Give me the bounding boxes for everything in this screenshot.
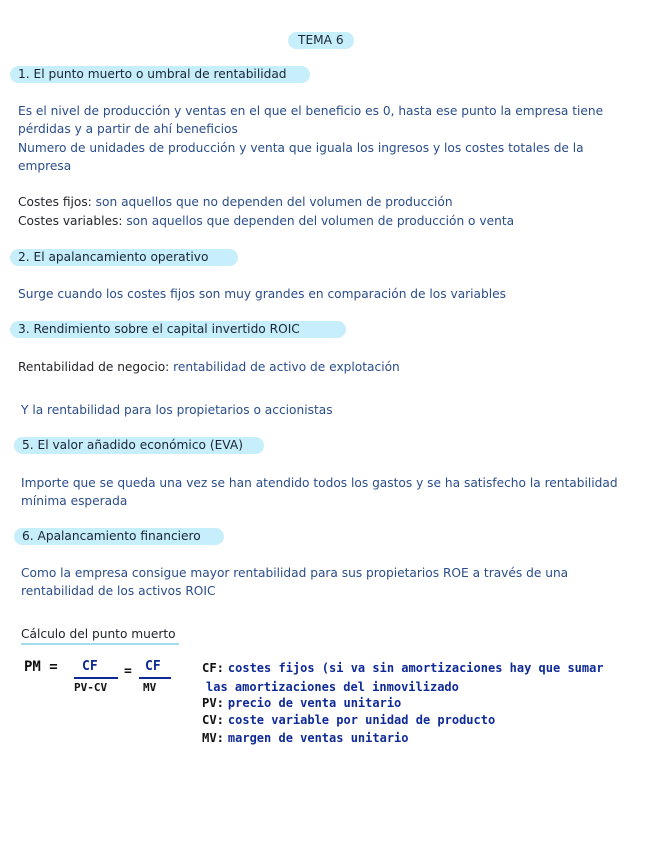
section-6-heading	[14, 528, 224, 545]
section-2-heading	[10, 249, 238, 266]
s5-line-2: mínima esperada	[21, 494, 128, 508]
s6-line-2: rentabilidad de los activos ROIC	[21, 584, 216, 598]
formula-den-2: MV	[143, 681, 157, 694]
pv-text: precio de venta unitario	[227, 696, 402, 710]
pv-label: PV:	[202, 696, 225, 710]
rentabilidad-negocio-text: rentabilidad de activo de explotación	[169, 360, 400, 374]
cf-text-2: las amortizaciones del inmovilizado	[206, 680, 459, 694]
legend-pv	[202, 696, 401, 710]
fraction-bar-1	[74, 677, 118, 679]
s5-line-1: Importe que se queda una vez se han atendido todos los gastos y se ha satisfecho la rentabilidad	[21, 476, 618, 490]
s1-paragraph-2-line-1: Numero de unidades de producción y venta que iguala los ingresos y los costes totales de la	[18, 141, 584, 155]
mv-label: MV:	[202, 731, 225, 745]
section-6-heading-text: 6. Apalancamiento financiero	[22, 529, 201, 543]
formula-pm: PM =	[24, 659, 58, 675]
costes-fijos-definition	[18, 193, 453, 211]
section-2-heading-text: 2. El apalancamiento operativo	[18, 250, 209, 264]
legend-cv	[202, 713, 495, 727]
formula-num-2: CF	[145, 659, 161, 674]
formula-den-1: PV-CV	[74, 681, 108, 694]
s2-text: Surge cuando los costes fijos son muy grandes en comparación de los variables	[18, 287, 506, 301]
cv-label: CV:	[202, 713, 225, 727]
section-5-heading	[14, 437, 264, 454]
cf-label: CF:	[202, 661, 225, 675]
legend-mv	[202, 731, 409, 745]
formula-num-1: CF	[82, 659, 98, 674]
s1-paragraph-2-line-2: empresa	[18, 159, 72, 173]
cv-text: coste variable por unidad de producto	[227, 713, 496, 727]
s1-paragraph-1-line-2: pérdidas y a partir de ahí beneficios	[18, 122, 238, 136]
section-3-heading-text: 3. Rendimiento sobre el capital invertido ROIC	[18, 322, 300, 336]
mv-text: margen de ventas unitario	[227, 731, 409, 745]
formula-eq: =	[124, 664, 132, 679]
costes-fijos-label: Costes fijos:	[18, 195, 92, 209]
page-title-text: TEMA 6	[298, 33, 344, 47]
rentabilidad-negocio	[18, 358, 400, 376]
section-3-heading	[10, 321, 346, 338]
legend-cf	[202, 661, 604, 675]
fraction-bar-2	[139, 677, 171, 679]
calculo-title: Cálculo del punto muerto	[21, 627, 179, 645]
s6-line-1: Como la empresa consigue mayor rentabilidad para sus propietarios ROE a través de una	[21, 566, 569, 580]
costes-variables-definition	[18, 212, 514, 230]
cf-text-1: costes fijos (si va sin amortizaciones hay que sumar	[227, 661, 604, 675]
s1-paragraph-1-line-1: Es el nivel de producción y ventas en el que el beneficio es 0, hasta ese punto la empresa tiene	[18, 104, 604, 118]
section-1-heading	[10, 66, 310, 83]
section-5-heading-text: 5. El valor añadido económico (EVA)	[22, 438, 243, 452]
page-title	[288, 32, 354, 49]
costes-variables-text: son aquellos que dependen del volumen de producción o venta	[122, 214, 515, 228]
section-1-heading-text: 1. El punto muerto o umbral de rentabilidad	[18, 67, 287, 81]
rentabilidad-propietarios: Y la rentabilidad para los propietarios o accionistas	[21, 403, 333, 417]
costes-variables-label: Costes variables:	[18, 214, 123, 228]
costes-fijos-text: son aquellos que no dependen del volumen de producción	[91, 195, 453, 209]
rentabilidad-negocio-label: Rentabilidad de negocio:	[18, 360, 170, 374]
